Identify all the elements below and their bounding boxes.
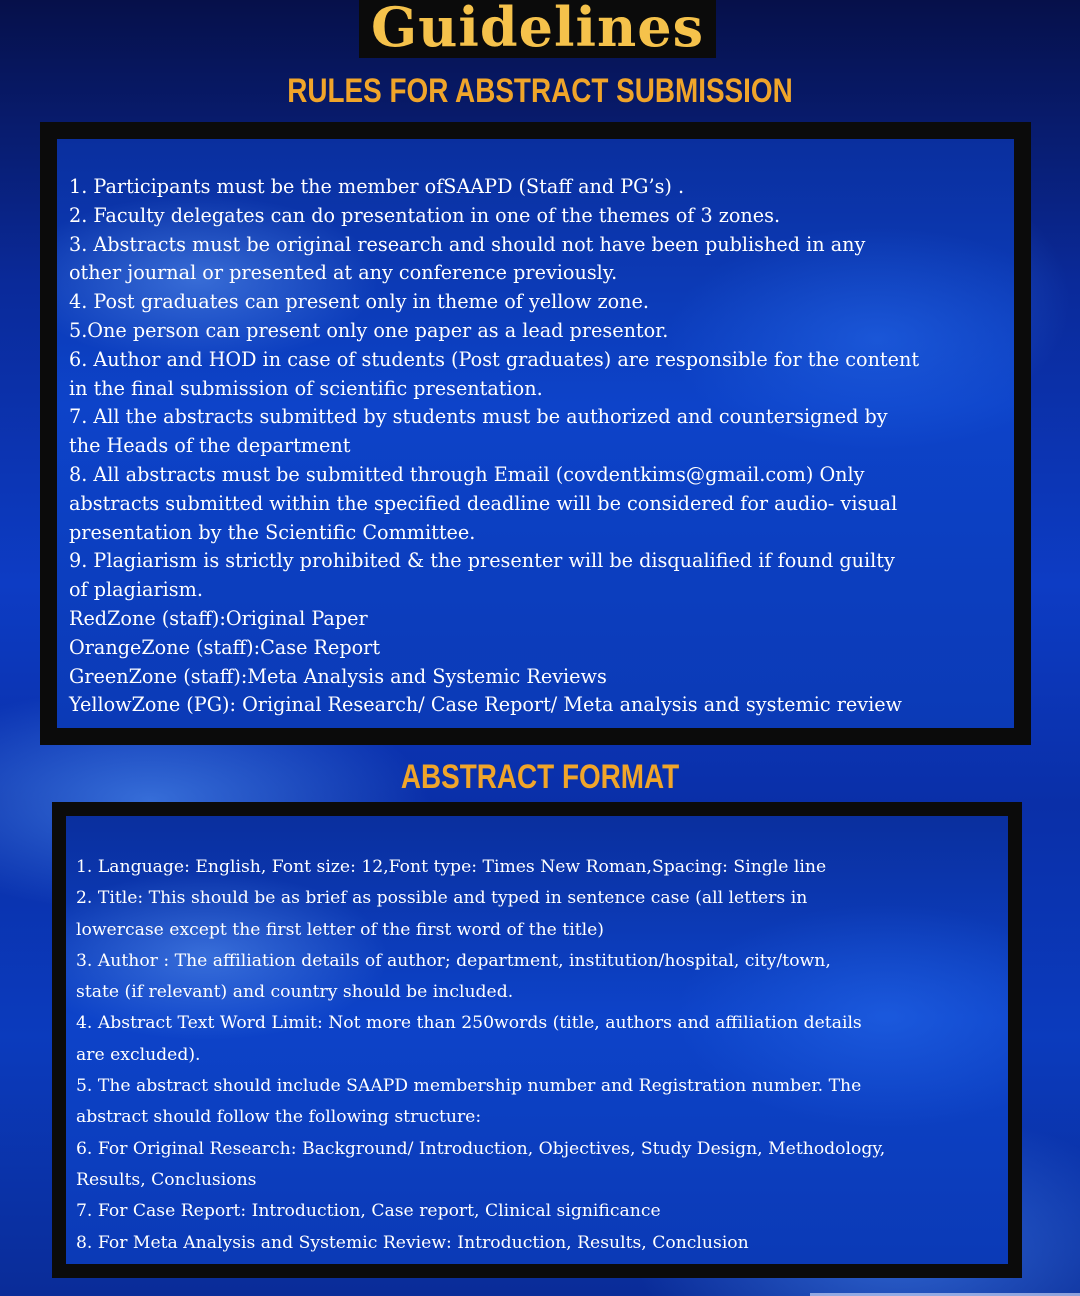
- format-line: 4. Abstract Text Word Limit: Not more than 250words (title, authors and affiliation details: [76, 1013, 862, 1034]
- format-line: 1. Language: English, Font size: 12,Font type: Times New Roman,Spacing: Single line: [76, 857, 827, 877]
- rule-line: 3. Abstracts must be original research and should not have been published in any: [69, 232, 866, 256]
- format-line: 2. Title: This should be as brief as possible and typed in sentence case (all letters in: [76, 888, 808, 909]
- rule-line: 7. All the abstracts submitted by students must be authorized and countersigned by: [69, 405, 888, 429]
- rules-panel: [40, 122, 1031, 745]
- format-line: 5. The abstract should include SAAPD membership number and Registration number. The: [76, 1076, 862, 1097]
- format-line: are excluded).: [76, 1044, 201, 1065]
- format-line: Results, Conclusions: [76, 1169, 257, 1190]
- rules-panel-body: [57, 139, 1014, 728]
- rules-heading: RULES FOR ABSTRACT SUBMISSION: [287, 72, 793, 110]
- rule-line: other journal or presented at any conference previously.: [69, 261, 618, 285]
- rule-line: 6. Author and HOD in case of students (Post graduates) are responsible for the content: [69, 347, 920, 371]
- title-banner: [359, 0, 716, 58]
- format-line: 7. For Case Report: Introduction, Case report, Clinical significance: [76, 1201, 661, 1222]
- rule-line: 2. Faculty delegates can do presentation in one of the themes of 3 zones.: [69, 203, 781, 227]
- format-heading: ABSTRACT FORMAT: [400, 758, 680, 796]
- rule-line: in the final submission of scientific presentation.: [69, 376, 543, 400]
- rule-line: 1. Participants must be the member ofSAAPD (Staff and PG’s) .: [69, 175, 685, 198]
- zone-line-red: RedZone (staff):Original Paper: [69, 606, 368, 630]
- rule-line: 9. Plagiarism is strictly prohibited & the presenter will be disqualified if found guilty: [69, 549, 895, 573]
- rules-list: [69, 173, 1004, 720]
- rule-line: 5.One person can present only one paper as a lead presentor.: [69, 318, 669, 342]
- rule-line: 8. All abstracts must be submitted through Email (covdentkims@gmail.com) Only: [69, 462, 865, 486]
- format-line: state (if relevant) and country should be included.: [76, 982, 514, 1003]
- rule-line: abstracts submitted within the specified deadline will be considered for audio- visual: [69, 491, 898, 515]
- format-line: 3. Author : The affiliation details of author; department, institution/hospital, city/town,: [76, 950, 831, 971]
- format-line: 8. For Meta Analysis and Systemic Review: Introduction, Results, Conclusion: [76, 1232, 749, 1253]
- rule-line: presentation by the Scientific Committee.: [69, 520, 476, 544]
- zone-line-yellow: YellowZone (PG): Original Research/ Case Report/ Meta analysis and systemic review: [69, 693, 902, 717]
- format-line: lowercase except the first letter of the first word of the title): [76, 919, 604, 940]
- format-panel: [52, 802, 1022, 1278]
- zone-line-orange: OrangeZone (staff):Case Report: [69, 635, 381, 659]
- rule-line: 4. Post graduates can present only in theme of yellow zone.: [69, 290, 649, 314]
- zone-line-green: GreenZone (staff):Meta Analysis and Systemic Reviews: [69, 664, 607, 688]
- rule-line: the Heads of the department: [69, 434, 351, 458]
- format-line: 6. For Original Research: Background/ Introduction, Objectives, Study Design, Methodology,: [76, 1138, 886, 1159]
- format-line: abstract should follow the following structure:: [76, 1107, 482, 1128]
- format-list: [76, 852, 998, 1259]
- rule-line: of plagiarism.: [69, 578, 203, 602]
- format-panel-body: [66, 816, 1008, 1264]
- page-title: Guidelines: [370, 0, 705, 59]
